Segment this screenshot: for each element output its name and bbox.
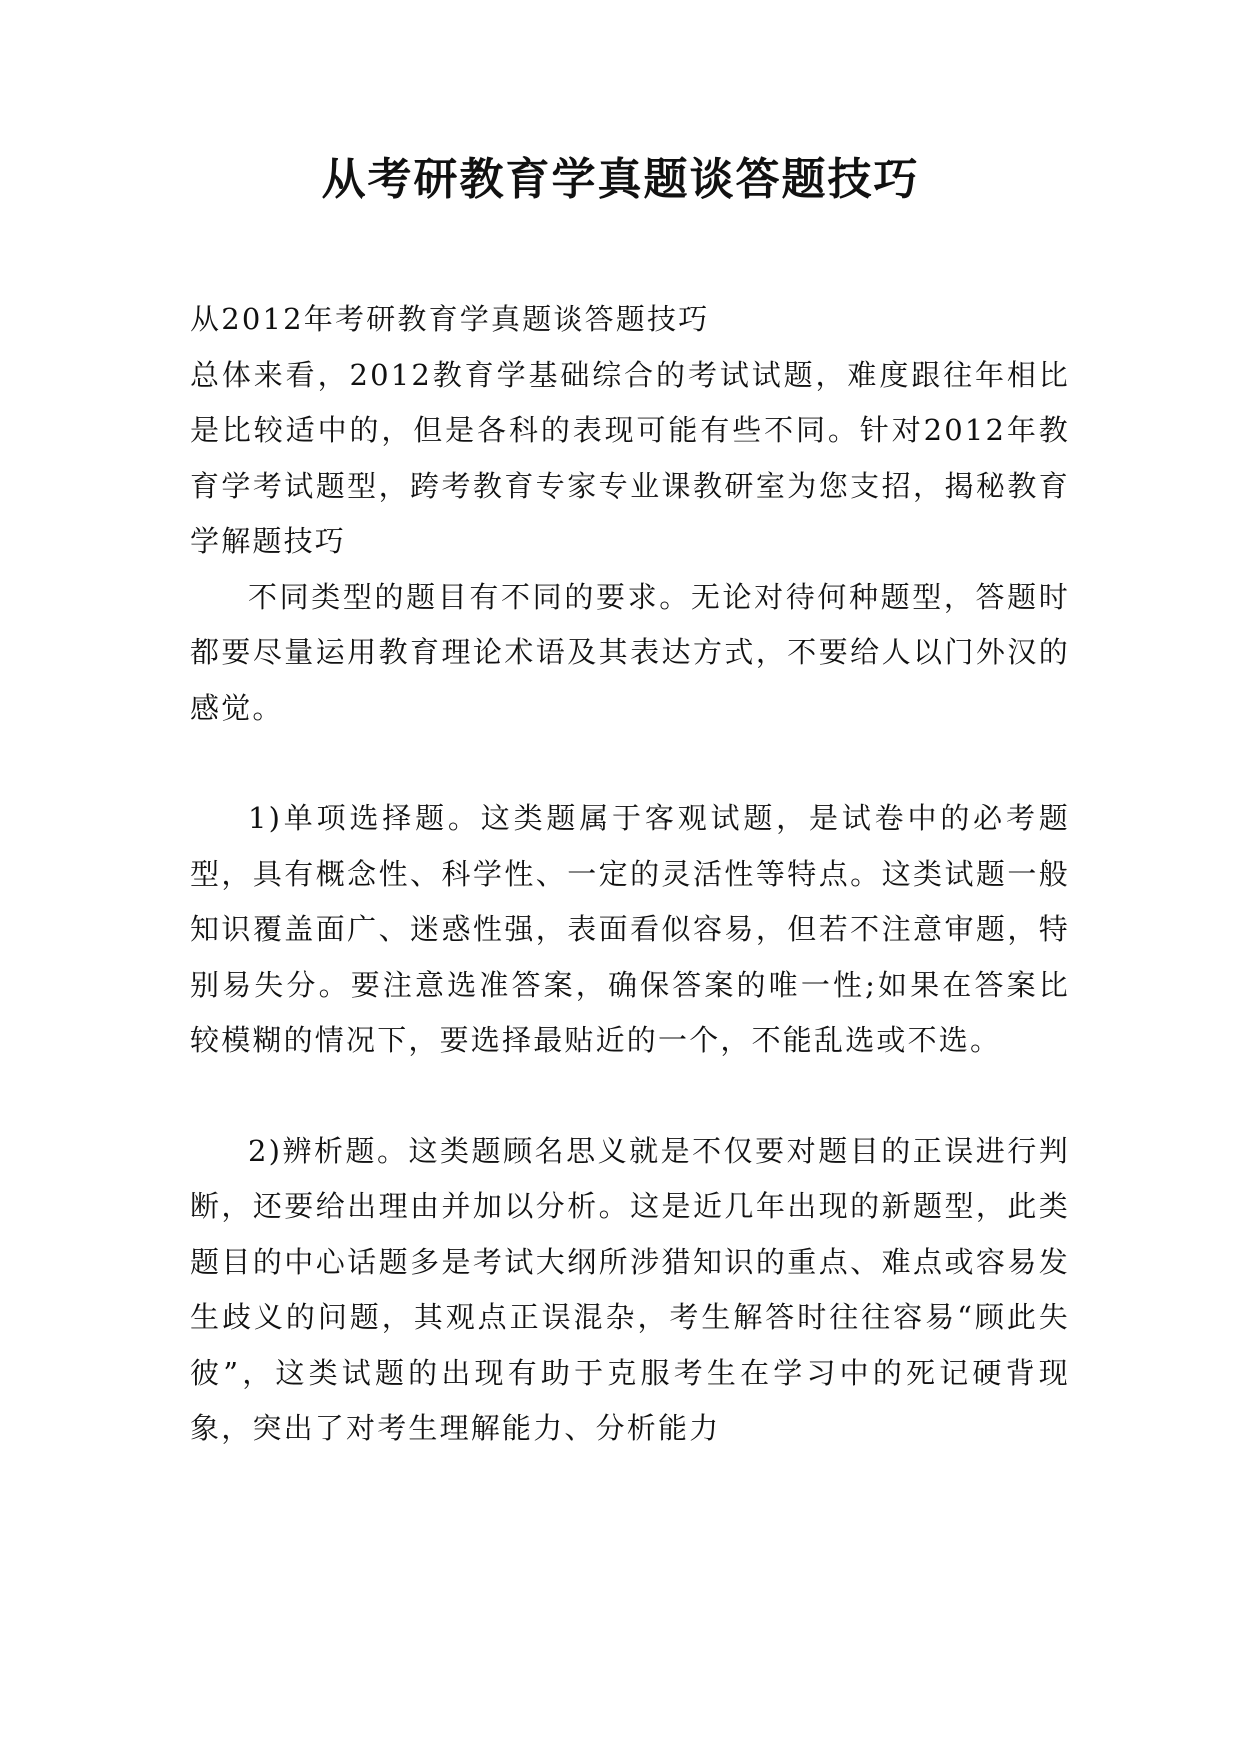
- requirements-paragraph: 不同类型的题目有不同的要求。无论对待何种题型，答题时都要尽量运用教育理论术语及其表达方式，不要给人以门外汉的感觉。: [190, 579, 1070, 725]
- document-title: 从考研教育学真题谈答题技巧: [321, 154, 920, 205]
- document-body: [190, 292, 1070, 1457]
- analysis-question-paragraph: 2)辨析题。这类题顾名思义就是不仅要对题目的正误进行判断，还要给出理由并加以分析。这是近几年出现的新题型，此类题目的中心话题多是考试大纲所涉猎知识的重点、难点或容易发生歧义的问题，其观点正误混杂，考生解答时往往容易“顾此失彼”，这类试题的出现有助于克服考生在学习中的死记硬背现象，突出了对考生理解能力、分析能力: [190, 1133, 1070, 1445]
- single-choice-paragraph: 1)单项选择题。这类题属于客观试题，是试卷中的必考题型，具有概念性、科学性、一定的灵活性等特点。这类试题一般知识覆盖面广、迷惑性强，表面看似容易，但若不注意审题，特别易失分。要注意选准答案，确保答案的唯一性;如果在答案比较模糊的情况下，要选择最贴近的一个，不能乱选或不选。: [190, 801, 1070, 1057]
- intro-paragraph: 总体来看，2012教育学基础综合的考试试题，难度跟往年相比是比较适中的，但是各科的表现可能有些不同。针对2012年教育学考试题型，跨考教育专家专业课教研室为您支招，揭秘教育学解题技巧: [190, 357, 1070, 558]
- subtitle-paragraph: 从2012年考研教育学真题谈答题技巧: [190, 302, 710, 336]
- paragraph-spacer: [190, 736, 1070, 791]
- paragraph-spacer: [190, 1069, 1070, 1124]
